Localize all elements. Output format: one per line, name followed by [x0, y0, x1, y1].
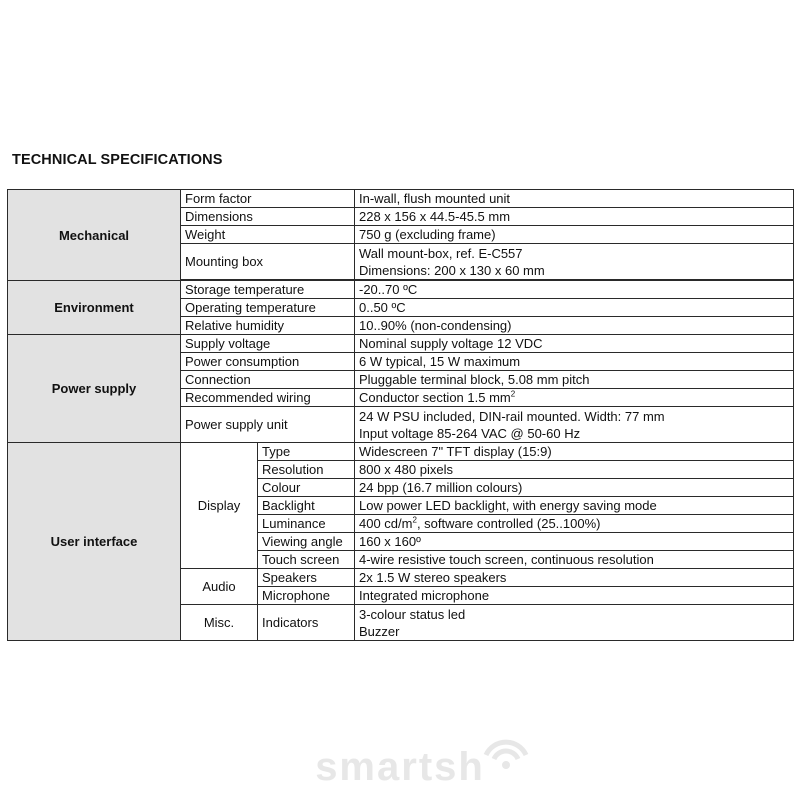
spec-value — [355, 407, 794, 443]
category-environment: Environment — [8, 281, 181, 335]
spec-name: Relative humidity — [181, 317, 355, 335]
spec-name: Supply voltage — [181, 335, 355, 353]
spec-value-line: 3-colour status led — [359, 606, 466, 622]
spec-value: 0..50 ºC — [355, 299, 794, 317]
spec-value: 10..90% (non-condensing) — [355, 317, 794, 335]
spec-value: 6 W typical, 15 W maximum — [355, 353, 794, 371]
spec-name: Form factor — [181, 190, 355, 208]
subcategory-display: Display — [181, 443, 258, 569]
spec-name: Touch screen — [258, 551, 355, 569]
spec-name: Storage temperature — [181, 281, 355, 299]
spec-name: Resolution — [258, 461, 355, 479]
spec-name: Recommended wiring — [181, 389, 355, 407]
spec-value: 2x 1.5 W stereo speakers — [355, 569, 794, 587]
spec-value-line: Wall mount-box, ref. E-C557 — [359, 245, 523, 261]
spec-value: In-wall, flush mounted unit — [355, 190, 794, 208]
spec-value: 800 x 480 pixels — [355, 461, 794, 479]
category-user-interface: User interface — [8, 443, 181, 641]
spec-value: Low power LED backlight, with energy saving mode — [355, 497, 794, 515]
spec-name: Luminance — [258, 515, 355, 533]
spec-value: Pluggable terminal block, 5.08 mm pitch — [355, 371, 794, 389]
watermark-logo — [0, 745, 800, 790]
spec-name: Indicators — [258, 605, 355, 641]
table-row — [8, 443, 794, 461]
spec-value — [355, 515, 794, 533]
category-mechanical: Mechanical — [8, 190, 181, 281]
superscript: 2 — [510, 389, 516, 399]
spec-name: Microphone — [258, 587, 355, 605]
spec-value-text: 400 cd/m — [359, 516, 413, 531]
spec-value: Integrated microphone — [355, 587, 794, 605]
spec-value-line: 24 W PSU included, DIN-rail mounted. Width: 77 mm — [359, 408, 665, 424]
spec-value: 24 bpp (16.7 million colours) — [355, 479, 794, 497]
spec-name: Backlight — [258, 497, 355, 515]
spec-value: Widescreen 7" TFT display (15:9) — [355, 443, 794, 461]
spec-name: Power supply unit — [181, 407, 355, 443]
spec-value — [355, 244, 794, 280]
spec-value — [355, 605, 794, 641]
spec-value: 228 x 156 x 44.5-45.5 mm — [355, 208, 794, 226]
spec-value: 160 x 160º — [355, 533, 794, 551]
subcategory-misc: Misc. — [181, 605, 258, 641]
spec-name: Type — [258, 443, 355, 461]
spec-value-text: Conductor section 1.5 mm — [359, 390, 511, 405]
page-title: TECHNICAL SPECIFICATIONS — [12, 152, 223, 168]
spec-name: Power consumption — [181, 353, 355, 371]
superscript: 2 — [412, 515, 417, 525]
spec-name: Connection — [181, 371, 355, 389]
spec-value: -20..70 ºC — [355, 281, 794, 299]
spec-value-line: Input voltage 85-264 VAC @ 50-60 Hz — [359, 425, 581, 441]
wifi-icon — [476, 725, 536, 785]
subcategory-audio: Audio — [181, 569, 258, 605]
spec-value: 750 g (excluding frame) — [355, 226, 794, 244]
spec-name: Mounting box — [181, 244, 355, 280]
spec-name: Speakers — [258, 569, 355, 587]
spec-name: Operating temperature — [181, 299, 355, 317]
spec-value: 4-wire resistive touch screen, continuous resolution — [355, 551, 794, 569]
spec-name: Weight — [181, 226, 355, 244]
category-power-supply: Power supply — [8, 335, 181, 443]
table-row — [8, 335, 794, 353]
spec-value-line: Dimensions: 200 x 130 x 60 mm — [359, 262, 545, 278]
spec-name: Viewing angle — [258, 533, 355, 551]
spec-value — [355, 389, 794, 407]
spec-name: Colour — [258, 479, 355, 497]
watermark-text: smartsh — [315, 745, 485, 789]
spec-name: Dimensions — [181, 208, 355, 226]
spec-value-text: , software controlled (25..100%) — [416, 516, 601, 531]
spec-value-line: Buzzer — [359, 623, 400, 639]
specifications-table — [7, 189, 794, 641]
spec-value: Nominal supply voltage 12 VDC — [355, 335, 794, 353]
table-row — [8, 281, 794, 299]
table-row — [8, 190, 794, 208]
